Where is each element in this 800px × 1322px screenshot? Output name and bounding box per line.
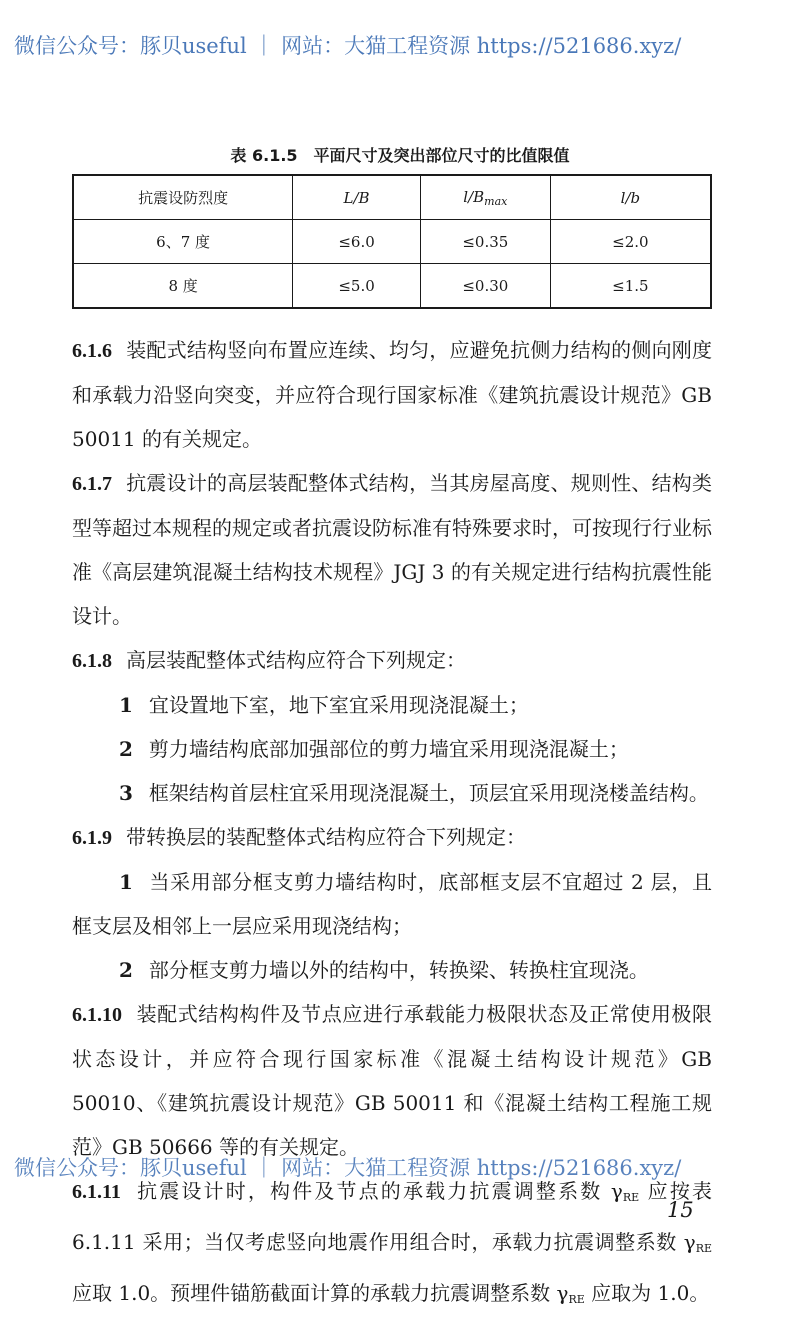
list-item: 1 当采用部分框支剪力墙结构时，底部框支层不宜超过 2 层，且框支层及相邻上一层应采用现浇结构； xyxy=(72,870,712,938)
list-item: 1 宜设置地下室，地下室宜采用现浇混凝土； xyxy=(119,693,529,717)
table-cell: ≤2.0 xyxy=(550,220,711,264)
clause-6-1-6 xyxy=(72,328,712,461)
ratio-limit-table xyxy=(72,174,712,309)
table-cell: 8 度 xyxy=(73,264,293,309)
clause-text: 高层装配整体式结构应符合下列规定： xyxy=(126,648,466,672)
page-number: 15 xyxy=(667,1198,694,1222)
clause-number: 6.1.8 xyxy=(72,650,112,672)
clause-text: 装配式结构构件及节点应进行承载能力极限状态及正常使用极限状态设计，并应符合现行国家标准《混凝土结构设计规范》GB 50010、《建筑抗震设计规范》GB 50011 和《混凝土结构工程施工规范》GB 50666 等的有关规定。 xyxy=(72,1002,712,1159)
table-cell: ≤0.35 xyxy=(420,220,550,264)
clause-number: 6.1.11 xyxy=(72,1181,121,1203)
subscript: max xyxy=(484,194,508,208)
list-item: 3 框架结构首层柱宜采用现浇混凝土，顶层宜采用现浇楼盖结构。 xyxy=(119,781,709,805)
table-cell: ≤1.5 xyxy=(550,264,711,309)
header-cell: 抗震设防烈度 xyxy=(73,175,293,220)
clause-6-1-7 xyxy=(72,461,712,638)
item-number: 3 xyxy=(119,781,133,805)
table-header-row xyxy=(73,175,711,220)
clause-6-1-10 xyxy=(72,992,712,1169)
clause-number: 6.1.9 xyxy=(72,827,112,849)
clause-number: 6.1.7 xyxy=(72,473,112,495)
watermark-top: 微信公众号：豚贝useful ｜ 网站：大猫工程资源 https://521686.xyz/ xyxy=(14,34,682,58)
table-title: 表 6.1.5 平面尺寸及突出部位尺寸的比值限值 xyxy=(230,146,570,165)
list-item: 2 部分框支剪力墙以外的结构中，转换梁、转换柱宜现浇。 xyxy=(119,958,649,982)
table-row xyxy=(73,220,711,264)
watermark-bottom: 微信公众号：豚贝useful ｜ 网站：大猫工程资源 https://521686.xyz/ xyxy=(14,1156,682,1180)
clause-6-1-8 xyxy=(72,638,712,683)
table-cell: ≤0.30 xyxy=(420,264,550,309)
table-cell: ≤6.0 xyxy=(293,220,421,264)
header-cell: L/B xyxy=(293,175,421,220)
clause-text: 抗震设计的高层装配整体式结构，当其房屋高度、规则性、结构类型等超过本规程的规定或者抗震设防标准有特殊要求时，可按现行行业标准《高层建筑混凝土结构技术规程》JGJ 3 的有关规定进行结构抗震性能设计。 xyxy=(72,471,712,628)
header-cell: $l/B_{max}$ xyxy=(420,175,550,220)
table-row xyxy=(73,264,711,309)
clause-text: 装配式结构竖向布置应连续、均匀，应避免抗侧力结构的侧向刚度和承载力沿竖向突变，并应符合现行国家标准《建筑抗震设计规范》GB 50011 的有关规定。 xyxy=(72,338,712,451)
clause-6-1-9 xyxy=(72,815,712,860)
header-cell: l/b xyxy=(550,175,711,220)
item-number: 2 xyxy=(119,958,133,982)
clause-number: 6.1.6 xyxy=(72,340,112,362)
clause-number: 6.1.10 xyxy=(72,1004,122,1026)
table-cell: ≤5.0 xyxy=(293,264,421,309)
clause-text: 带转换层的装配整体式结构应符合下列规定： xyxy=(126,825,526,849)
item-number: 1 xyxy=(119,693,133,717)
item-number: 2 xyxy=(119,737,133,761)
clause-6-1-11: 6.1.11 抗震设计时，构件及节点的承载力抗震调整系数 $\gamma_{RE}$ 应按表 6.1.11 采用；当仅考虑竖向地震作用组合时，承载力抗震调整系数 $\gamma_{RE}$ 应取 1.0。预埋件锚筋截面计算的承载力抗震调整系数 $\gamma_{RE}$ 应取为 1.0。 xyxy=(72,1179,713,1306)
table-cell: 6、7 度 xyxy=(73,220,293,264)
item-number: 1 xyxy=(119,870,133,894)
list-item: 2 剪力墙结构底部加强部位的剪力墙宜采用现浇混凝土； xyxy=(119,737,629,761)
